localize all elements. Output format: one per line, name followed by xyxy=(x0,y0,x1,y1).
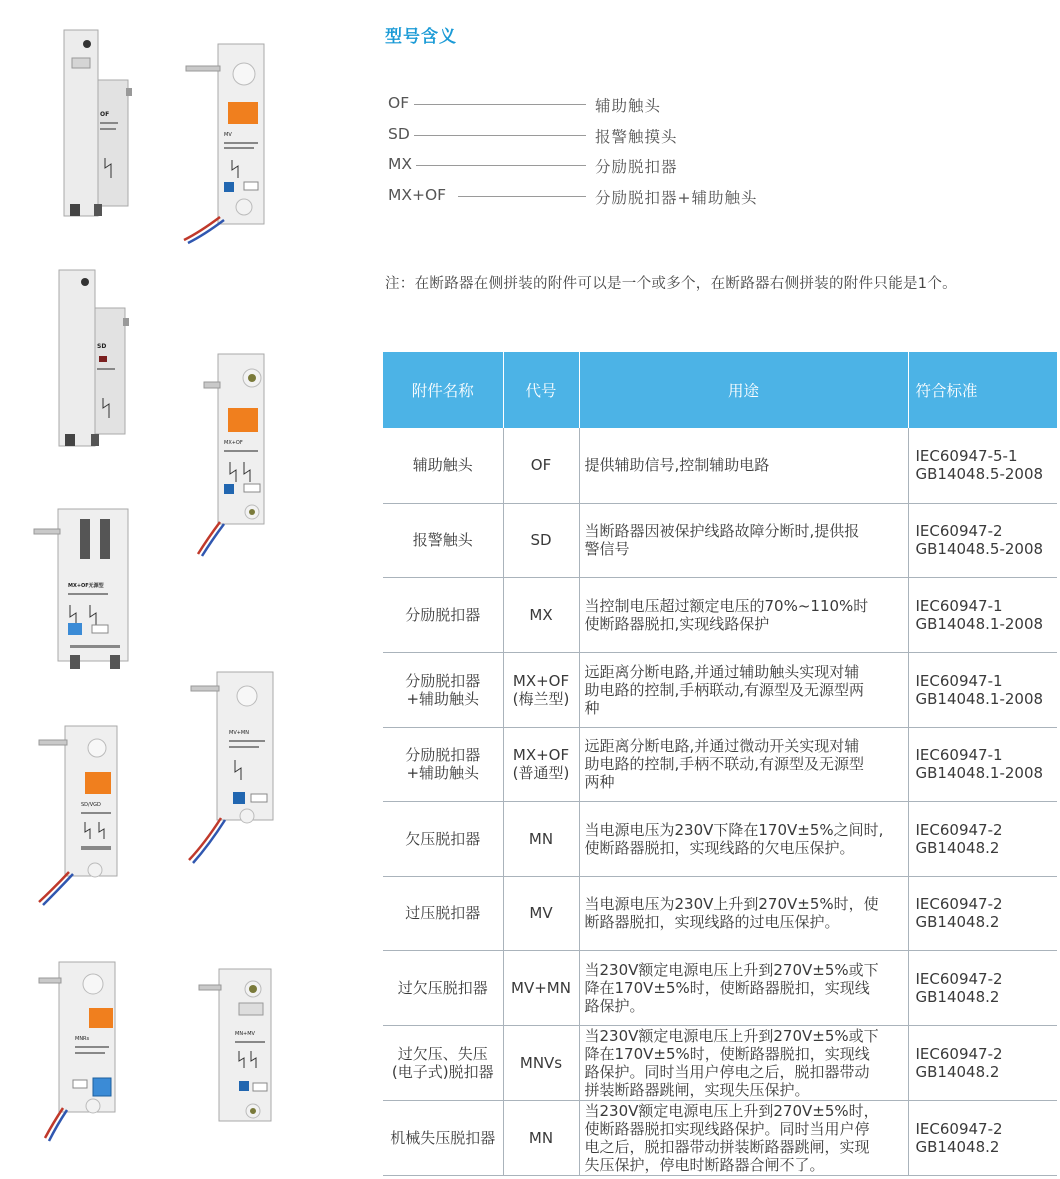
table-body xyxy=(383,428,1057,1175)
usage-cell xyxy=(579,1100,908,1175)
usage-cell-line: 拼装断路器跳闸，实现失压保护。 xyxy=(584,1080,810,1099)
standard-cell-line: IEC60947-2 xyxy=(915,1119,1003,1138)
model-code-row xyxy=(388,155,808,186)
standard-cell xyxy=(908,652,1057,727)
standard-cell-line: GB14048.2 xyxy=(915,1137,1000,1156)
table-row xyxy=(383,801,1057,876)
model-code: MX+OF xyxy=(388,185,447,204)
product-label: MX+OF无源型 xyxy=(68,583,104,589)
table-row xyxy=(383,428,1057,503)
code-cell-line: MV xyxy=(529,904,553,922)
model-code-row xyxy=(388,125,808,156)
table-header-row xyxy=(383,352,1057,428)
model-code: OF xyxy=(388,94,410,112)
usage-cell xyxy=(579,950,908,1025)
accessory-name-cell xyxy=(383,503,503,577)
usage-cell xyxy=(579,727,908,801)
usage-cell xyxy=(579,1025,908,1100)
standard-cell-line: GB14048.2 xyxy=(915,987,1000,1006)
standard-cell-line: GB14048.2 xyxy=(915,1062,1000,1081)
usage-cell-line: 两种 xyxy=(584,773,615,791)
table-row xyxy=(383,727,1057,801)
accessory-name-cell xyxy=(383,1025,503,1100)
assembly-note: 注：在断路器在侧拼装的附件可以是一个或多个，在断路器右侧拼装的附件只能是1个。 xyxy=(385,276,957,292)
standard-cell-line: GB14048.1-2008 xyxy=(915,689,1044,708)
code-cell-line: (普通型) xyxy=(512,764,570,782)
accessory-name-cell xyxy=(383,727,503,801)
accessory-name-cell-line: 报警触头 xyxy=(412,531,473,549)
code-cell-line: OF xyxy=(530,456,552,475)
standard-cell-line: GB14048.5-2008 xyxy=(915,465,1044,484)
table-row xyxy=(383,503,1057,577)
usage-cell-line: 当断路器因被保护线路故障分断时,提供报 xyxy=(584,522,860,540)
code-cell-line: MN xyxy=(528,1128,554,1147)
standard-cell xyxy=(908,1025,1057,1100)
standard-cell-line: GB14048.2 xyxy=(915,838,1000,857)
code-cell xyxy=(503,1100,579,1175)
accessory-name-cell-line: 过欠压、失压 xyxy=(397,1044,488,1063)
usage-cell-line: 电之后，脱扣器带动拼装断路器跳闸，实现 xyxy=(584,1137,870,1156)
accessory-name-cell xyxy=(383,1100,503,1175)
product-label: MV+MN xyxy=(229,730,249,736)
code-cell-line: MX+OF xyxy=(512,746,570,764)
code-cell-line: MNVs xyxy=(519,1053,563,1072)
accessory-name-cell xyxy=(383,801,503,876)
model-meaning: 报警触摸头 xyxy=(595,127,678,146)
code-cell xyxy=(503,652,579,727)
leader-line xyxy=(458,196,586,197)
usage-cell-line: 当230V额定电源电压上升到270V±5%或下 xyxy=(584,1026,879,1045)
header-usage: 用途 xyxy=(579,352,908,428)
product-label: SD xyxy=(97,343,107,350)
code-cell xyxy=(503,503,579,577)
usage-cell xyxy=(579,801,908,876)
section-title: 型号含义 xyxy=(385,27,457,47)
accessory-name-cell-line: 机械失压脱扣器 xyxy=(390,1128,496,1147)
usage-cell-line: 助电路的控制,手柄联动,有源型及无源型两 xyxy=(584,680,865,699)
table-row xyxy=(383,876,1057,950)
standard-cell-line: IEC60947-2 xyxy=(915,820,1003,839)
table-row xyxy=(383,950,1057,1025)
usage-cell-line: 当230V额定电源电压上升到270V±5%时， xyxy=(584,1101,879,1120)
accessory-name-cell-line: 过压脱扣器 xyxy=(405,904,481,922)
accessory-name-cell-line: 辅助触头 xyxy=(412,456,473,475)
model-meaning: 分励脱扣器+辅助触头 xyxy=(595,188,758,207)
model-code-list xyxy=(388,94,808,216)
standard-cell-line: IEC60947-1 xyxy=(915,596,1003,615)
model-code-row xyxy=(388,94,808,125)
code-cell xyxy=(503,577,579,652)
model-meaning: 辅助触头 xyxy=(595,97,662,115)
code-cell xyxy=(503,1025,579,1100)
accessory-name-cell-line: 过欠压脱扣器 xyxy=(397,978,488,997)
standard-cell-line: IEC60947-2 xyxy=(915,522,1003,540)
table-row xyxy=(383,577,1057,652)
usage-cell-line: 远距离分断电路,并通过微动开关实现对辅 xyxy=(584,737,860,755)
standard-cell-line: GB14048.1-2008 xyxy=(915,764,1044,782)
usage-cell-line: 降在170V±5%时，使断路器脱扣，实现线 xyxy=(584,1044,870,1063)
usage-cell-line: 使断路器脱扣实现线路保护。同时当用户停 xyxy=(584,1119,870,1138)
standard-cell xyxy=(908,428,1057,503)
usage-cell-line: 种 xyxy=(584,698,600,717)
accessory-name-cell xyxy=(383,652,503,727)
accessory-name-cell xyxy=(383,876,503,950)
usage-cell xyxy=(579,652,908,727)
leader-line xyxy=(414,104,586,105)
accessory-name-cell-line: 分励脱扣器 xyxy=(405,671,481,690)
code-cell-line: SD xyxy=(530,531,552,549)
standard-cell-line: GB14048.2 xyxy=(915,913,1000,931)
model-code-row xyxy=(388,186,808,217)
product-mn-mv-image xyxy=(195,965,280,1135)
code-cell xyxy=(503,727,579,801)
product-label: SD/VGD xyxy=(81,802,101,808)
code-cell-line: MV+MN xyxy=(511,978,571,997)
accessory-name-cell xyxy=(383,577,503,652)
usage-cell-line: 远距离分断电路,并通过辅助触头实现对辅 xyxy=(584,662,860,681)
usage-cell-line: 降在170V±5%时，使断路器脱扣，实现线 xyxy=(584,978,870,997)
standard-cell-line: GB14048.5-2008 xyxy=(915,540,1044,558)
table-row xyxy=(383,1025,1057,1100)
usage-cell-line: 路保护。 xyxy=(584,996,645,1015)
code-cell-line: MX+OF xyxy=(512,671,570,690)
standard-cell-line: IEC60947-2 xyxy=(915,895,1003,913)
product-sd-image xyxy=(55,268,135,453)
code-cell xyxy=(503,801,579,876)
code-cell xyxy=(503,428,579,503)
usage-cell-line: 使断路器脱扣，实现线路的欠电压保护。 xyxy=(584,838,855,857)
accessory-name-cell-line: (电子式)脱扣器 xyxy=(391,1062,494,1081)
standard-cell xyxy=(908,801,1057,876)
accessory-name-cell-line: +辅助触头 xyxy=(406,764,480,782)
code-cell-line: MN xyxy=(528,829,554,848)
accessory-name-cell-line: 分励脱扣器 xyxy=(405,746,481,764)
standard-cell-line: GB14048.1-2008 xyxy=(915,614,1044,633)
leader-line xyxy=(414,135,586,136)
code-cell-line: MX xyxy=(529,605,553,624)
code-cell xyxy=(503,876,579,950)
leader-line xyxy=(416,165,586,166)
accessory-name-cell xyxy=(383,950,503,1025)
standard-cell xyxy=(908,727,1057,801)
product-label: MV xyxy=(224,132,232,138)
standard-cell-line: IEC60947-1 xyxy=(915,746,1003,764)
standard-cell-line: IEC60947-5-1 xyxy=(915,447,1018,466)
table-row xyxy=(383,652,1057,727)
accessory-name-cell-line: 欠压脱扣器 xyxy=(405,829,481,848)
usage-cell-line: 断路器脱扣，实现线路的过电压保护。 xyxy=(584,913,840,931)
product-label: OF xyxy=(100,111,110,118)
standard-cell xyxy=(908,950,1057,1025)
code-cell xyxy=(503,950,579,1025)
header-standard: 符合标准 xyxy=(908,352,1057,428)
product-label: MNRs xyxy=(75,1036,90,1042)
product-sd-vgd-image xyxy=(35,722,130,907)
product-label: MX+OF xyxy=(224,440,243,446)
product-images xyxy=(0,0,370,1179)
usage-cell-line: 路保护。同时当用户停电之后，脱扣器带动 xyxy=(584,1062,870,1081)
model-meaning: 分励脱扣器 xyxy=(595,158,678,176)
standard-cell xyxy=(908,876,1057,950)
header-accessory-name: 附件名称 xyxy=(383,352,503,428)
product-mx-of-passive-image xyxy=(30,505,135,675)
usage-cell-line: 提供辅助信号,控制辅助电路 xyxy=(584,456,770,475)
standard-cell-line: IEC60947-2 xyxy=(915,969,1003,988)
usage-cell xyxy=(579,876,908,950)
product-mnrs-image xyxy=(35,958,130,1143)
usage-cell-line: 失压保护，停电时断路器合闸不了。 xyxy=(584,1155,825,1174)
usage-cell-line: 当控制电压超过额定电压的70%~110%时 xyxy=(584,596,869,615)
usage-cell-line: 警信号 xyxy=(584,540,630,558)
table-row xyxy=(383,1100,1057,1175)
model-code: MX xyxy=(388,155,412,173)
accessory-table xyxy=(383,352,1057,1176)
usage-cell-line: 当230V额定电源电压上升到270V±5%或下 xyxy=(584,960,879,979)
usage-cell-line: 当电源电压为230V下降在170V±5%之间时, xyxy=(584,820,884,839)
product-mv-image xyxy=(180,42,280,247)
standard-cell xyxy=(908,577,1057,652)
product-mv-mn-image xyxy=(185,668,280,868)
header-code: 代号 xyxy=(503,352,579,428)
standard-cell xyxy=(908,503,1057,577)
standard-cell-line: IEC60947-2 xyxy=(915,1044,1003,1063)
product-label: MN+MV xyxy=(235,1031,255,1037)
code-cell-line: (梅兰型) xyxy=(512,689,570,708)
usage-cell xyxy=(579,503,908,577)
usage-cell-line: 使断路器脱扣,实现线路保护 xyxy=(584,614,770,633)
accessory-name-cell xyxy=(383,428,503,503)
usage-cell-line: 当电源电压为230V上升到270V±5%时，使 xyxy=(584,895,879,913)
product-of-image xyxy=(60,28,135,223)
model-code: SD xyxy=(388,124,410,143)
usage-cell xyxy=(579,577,908,652)
usage-cell xyxy=(579,428,908,503)
usage-cell-line: 助电路的控制,手柄不联动,有源型及无源型 xyxy=(584,755,865,773)
standard-cell-line: IEC60947-1 xyxy=(915,671,1003,690)
standard-cell xyxy=(908,1100,1057,1175)
product-mx-of-image xyxy=(190,350,280,560)
accessory-name-cell-line: +辅助触头 xyxy=(406,689,480,708)
accessory-name-cell-line: 分励脱扣器 xyxy=(405,605,481,624)
